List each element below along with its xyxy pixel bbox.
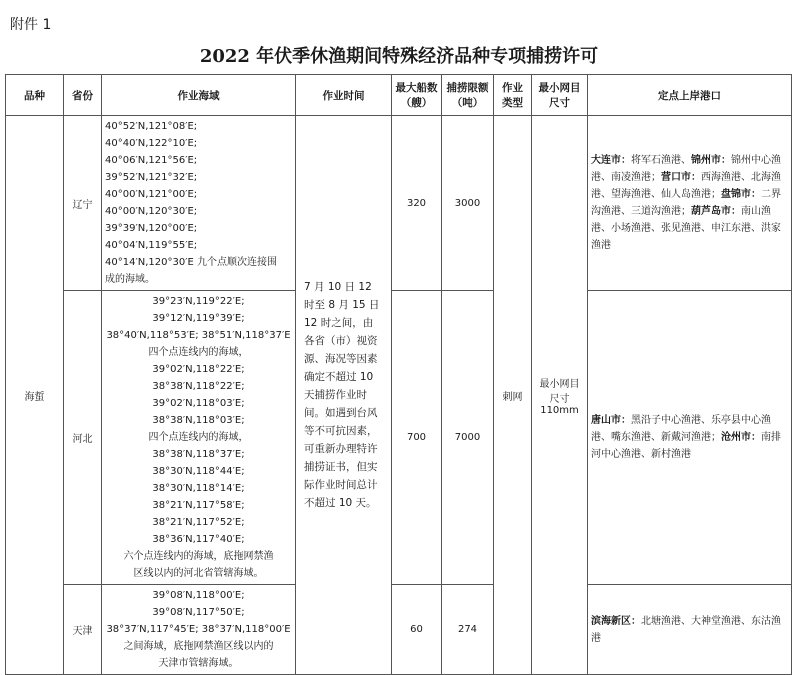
area-line: 38°30′N,118°14′E; 38°21′N,117°58′E; — [152, 483, 245, 511]
area-line: 40°06′N,121°56′E; 39°52′N,121°32′E; — [105, 155, 198, 183]
area-cell — [102, 585, 296, 675]
port-list: 西海渔港、北海渔港、望海渔港、仙人岛渔港； — [591, 172, 781, 200]
area-cell — [102, 291, 296, 585]
ports-cell — [588, 585, 792, 675]
port-city: 盘锦市： — [721, 189, 761, 200]
port-city: 葫芦岛市： — [691, 206, 741, 217]
area-line: 39°02′N,118°22′E; 38°38′N,118°22′E; — [152, 364, 245, 392]
header-max-boats: 最大船数（艘） — [392, 75, 442, 116]
variety-cell: 海蜇 — [6, 116, 64, 675]
area-line: 38°37′N,117°45′E; 38°37′N,118°00′E — [106, 624, 291, 635]
province-cell: 河北 — [64, 291, 102, 585]
port-list: 北塘渔港、大神堂渔港、东沽渔港 — [591, 615, 781, 644]
area-line: 成的海域。 — [105, 274, 155, 285]
area-line: 39°23′N,119°22′E; 39°12′N,119°39′E; — [152, 296, 245, 324]
port-city: 沧州市： — [721, 432, 761, 443]
port-list: 将军石渔港、 — [631, 155, 691, 166]
area-line: 四个点连线内的海域， — [148, 347, 249, 358]
ports-cell — [588, 116, 792, 291]
license-table — [5, 74, 792, 675]
area-cell — [102, 116, 296, 291]
header-time: 作业时间 — [296, 75, 392, 116]
province-cell: 辽宁 — [64, 116, 102, 291]
area-line: 40°14′N,120°30′E 九个点顺次连接围 — [105, 257, 277, 268]
header-variety: 品种 — [6, 75, 64, 116]
attachment-label: 附件 1 — [10, 17, 52, 33]
header-area: 作业海域 — [102, 75, 296, 116]
port-list: 南山渔港、小场渔港、张见渔港、申江东港、洪家渔港 — [591, 206, 781, 251]
port-city: 唐山市： — [591, 415, 631, 426]
min-mesh-cell: 最小网目尺寸110mm — [532, 116, 588, 675]
header-quota: 捕捞限额（吨） — [442, 75, 494, 116]
quota-cell: 3000 — [442, 116, 494, 291]
area-line: 天津市管辖海域。 — [158, 658, 239, 669]
port-list: 南排河中心渔港、新村渔港 — [591, 432, 781, 460]
header-ports: 定点上岸港口 — [588, 75, 792, 116]
header-min-mesh: 最小网目尺寸 — [532, 75, 588, 116]
ports-cell — [588, 291, 792, 585]
table-row — [6, 116, 792, 291]
port-city: 营口市： — [661, 172, 701, 183]
table-row — [6, 585, 792, 675]
area-line: 区线以内的河北省管辖海域。 — [133, 568, 264, 579]
max-boats-cell: 320 — [392, 116, 442, 291]
area-line: 38°21′N,117°52′E; 38°36′N,117°40′E; — [152, 517, 245, 545]
header-gear-type: 作业类型 — [494, 75, 532, 116]
time-cell: 7 月 10 日 12 时至 8 月 15 日 12 时之间，由各省（市）视资源、海况等因素确定不超过 10 天捕捞作业时间。如遇到台风等不可抗因素，可重新办理特许捕捞证书，但实际作业时间总计不超过 10 天。 — [296, 116, 392, 675]
gear-type-cell: 刺网 — [494, 116, 532, 675]
area-line: 39°39′N,120°00′E; 40°04′N,119°55′E; — [105, 223, 198, 251]
port-list: 锦州中心渔港、南凌渔港； — [591, 155, 781, 183]
area-line: 40°52′N,121°08′E; 40°40′N,122°10′E; — [105, 121, 198, 149]
table-row — [6, 291, 792, 585]
port-city: 大连市： — [591, 155, 631, 166]
header-row — [6, 75, 792, 116]
quota-cell: 7000 — [442, 291, 494, 585]
area-line: 之间海域，底拖网禁渔区线以内的 — [123, 641, 274, 652]
area-line: 六个点连线内的海域，底拖网禁渔 — [123, 551, 274, 562]
port-city: 滨海新区： — [591, 615, 641, 627]
max-boats-cell: 60 — [392, 585, 442, 675]
area-line: 39°08′N,118°00′E; 39°08′N,117°50′E; — [152, 590, 245, 618]
area-line: 40°00′N,121°00′E; 40°00′N,120°30′E; — [105, 189, 198, 217]
port-list: 黑沿子中心渔港、乐亭县中心渔港、嘴东渔港、新戴河渔港； — [591, 415, 771, 443]
quota-cell: 274 — [442, 585, 494, 675]
page-title: 2022 年伏季休渔期间特殊经济品种专项捕捞许可 — [199, 46, 599, 67]
province-cell: 天津 — [64, 585, 102, 675]
area-line: 38°38′N,118°37′E; 38°30′N,118°44′E; — [152, 449, 245, 477]
port-city: 锦州市： — [691, 155, 731, 166]
header-province: 省份 — [64, 75, 102, 116]
max-boats-cell: 700 — [392, 291, 442, 585]
port-list: 二界沟渔港、三道沟渔港； — [591, 189, 781, 217]
area-line: 38°40′N,118°53′E; 38°51′N,118°37′E — [106, 330, 291, 341]
area-line: 四个点连线内的海域， — [148, 432, 249, 443]
area-line: 39°02′N,118°03′E; 38°38′N,118°03′E; — [152, 398, 245, 426]
